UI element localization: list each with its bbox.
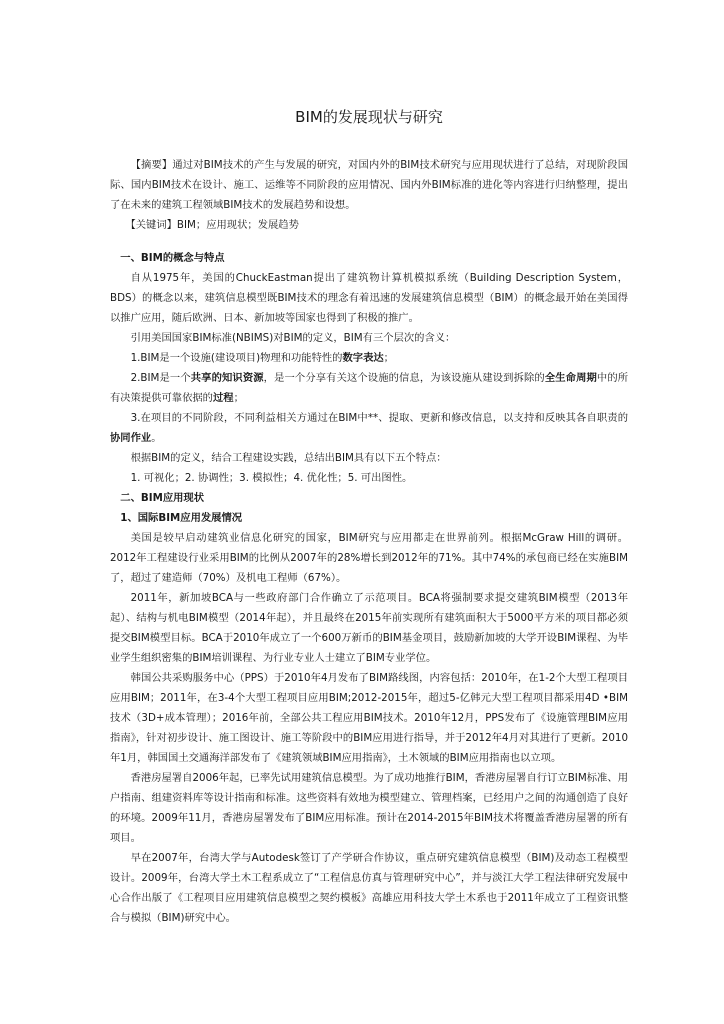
item-text: ；	[233, 392, 244, 404]
paragraph-usa: 美国是较早启动建筑业信息化研究的国家，BIM研究与应用都走在世界前列。根据McGraw Hill的调研。2012年工程建设行业采用BIM的比例从2007年的28%增长到2012年的71%。其中74%的承包商已经在实施BIM了，超过了建造师（70%）及机电工程师（67%）。	[110, 532, 628, 584]
item-text: 3.在项目的不同阶段，不同利益相关方通过在BIM中**、提取、更新和修改信息，以支持和反映其各自职责的	[130, 412, 628, 424]
document-title: BIM的发展现状与研究	[295, 108, 443, 126]
item-text: ，是一个分享有关这个设施的信息，为该设施从建设到拆除的	[263, 372, 545, 384]
keywords: 【关键词】BIM；应用现状；发展趋势	[125, 219, 299, 231]
item-text: 2.BIM是一个	[130, 372, 191, 384]
paragraph-history: 自从1975年，美国的ChuckEastman提出了建筑物计算机模拟系统（Building Description System，BDS）的概念以来，建筑信息模型既BIM技术的理念有着迅速的发展建筑信息模型（BIM）的概念最开始在美国得以推广应用，随后欧洲、日本、新加坡等国家也得到了积极的推广。	[110, 272, 628, 324]
definition-item-3	[110, 408, 628, 448]
paragraph-features-list: 1. 可视化；2. 协调性；3. 模拟性；4. 优化性；5. 可出图性。	[130, 472, 413, 484]
item-emphasis: 过程	[212, 392, 234, 404]
definition-item-1	[110, 348, 628, 368]
item-emphasis: 全生命周期	[544, 372, 597, 384]
item-emphasis: 共享的知识资源	[190, 372, 264, 384]
paragraph-singapore: 2011年，新加坡BCA与一些政府部门合作确立了示范项目。BCA将强制要求提交建筑BIM模型（2013年起）、结构与机电BIM模型（2014年起），并且最终在2015年前实现所有建筑面积大于5000平方米的项目都必须提交BIM模型目标。BCA于2010年成立了一个600万新币的BIM基金项目，鼓励新加坡的大学开设BIM课程、为毕业学生组织密集的BIM培训课程、为行业专业人士建立了BIM专业学位。	[110, 592, 628, 664]
paragraph-korea: 韩国公共采购服务中心（PPS）于2010年4月发布了BIM路线图，内容包括：2010年，在1-2个大型工程项目应用BIM；2011年，在3-4个大型工程项目应用BIM;2012-2015年，超过5-亿韩元大型工程项目都采用4D •BIM技术（3D+成本管理）；2016年前，全部公共工程应用BIM技术。2010年12月，PPS发布了《设施管理BIM应用指南》，针对初步设计、施工图设计、施工等阶段中的BIM应用进行指导，并于2012年4月对其进行了更新。2010年1月，韩国国土交通海洋部发布了《建筑领域BIM应用指南》，土木领域的BIM应用指南也以立项。	[110, 672, 628, 764]
abstract: 【摘要】通过对BIM技术的产生与发展的研究，对国内外的BIM技术研究与应用现状进行了总结，对现阶段国际、国内BIM技术在设计、施工、运维等不同阶段的应用情况、国内外BIM标准的进化等内容进行归纳整理，提出了在未来的建筑工程领域BIM技术的发展趋势和设想。	[110, 159, 628, 211]
item-text: 1.BIM是一个设施(建设项目)物理和功能特性的	[130, 352, 343, 364]
section-heading-concept: 一、BIM的概念与特点	[120, 252, 225, 264]
paragraph-hongkong: 香港房屋署自2006年起，已率先试用建筑信息模型。为了成功地推行BIM，香港房屋署自行订立BIM标准、用户指南、组建资料库等设计指南和标准。这些资料有效地为模型建立、管理档案，已经用户之间的沟通创造了良好的环境。2009年11月，香港房屋署发布了BIM应用标准。预计在2014-2015年BIM技术将覆盖香港房屋署的所有项目。	[110, 772, 628, 844]
item-emphasis: 数字表达	[342, 352, 384, 364]
subsection-heading-international: 1、国际BIM应用发展情况	[120, 512, 243, 524]
item-emphasis: 协同作业	[110, 432, 152, 444]
paragraph-definition-intro: 引用美国国家BIM标准(NBIMS)对BIM的定义，BIM有三个层次的含义：	[130, 332, 456, 344]
definition-item-2	[110, 368, 628, 408]
item-text: ；	[383, 352, 394, 364]
paragraph-taiwan: 早在2007年，台湾大学与Autodesk签订了产学研合作协议，重点研究建筑信息模型（BIM)及动态工程模型设计。2009年，台湾大学土木工程系成立了“工程信息仿真与管理研究中心”，并与淡江大学工程法律研究发展中心合作出版了《工程项目应用建筑信息模型之契约模板》高雄应用科技大学土木系也于2011年成立了工程资讯整合与模拟（BIM)研究中心。	[110, 852, 628, 924]
paragraph-features-intro: 根据BIM的定义，结合工程建设实践，总结出BIM具有以下五个特点：	[130, 452, 447, 464]
item-text: 中的所有决策提供可靠依据的	[110, 372, 629, 404]
item-text: 。	[151, 432, 162, 444]
section-heading-status: 二、BIM应用现状	[120, 492, 205, 504]
